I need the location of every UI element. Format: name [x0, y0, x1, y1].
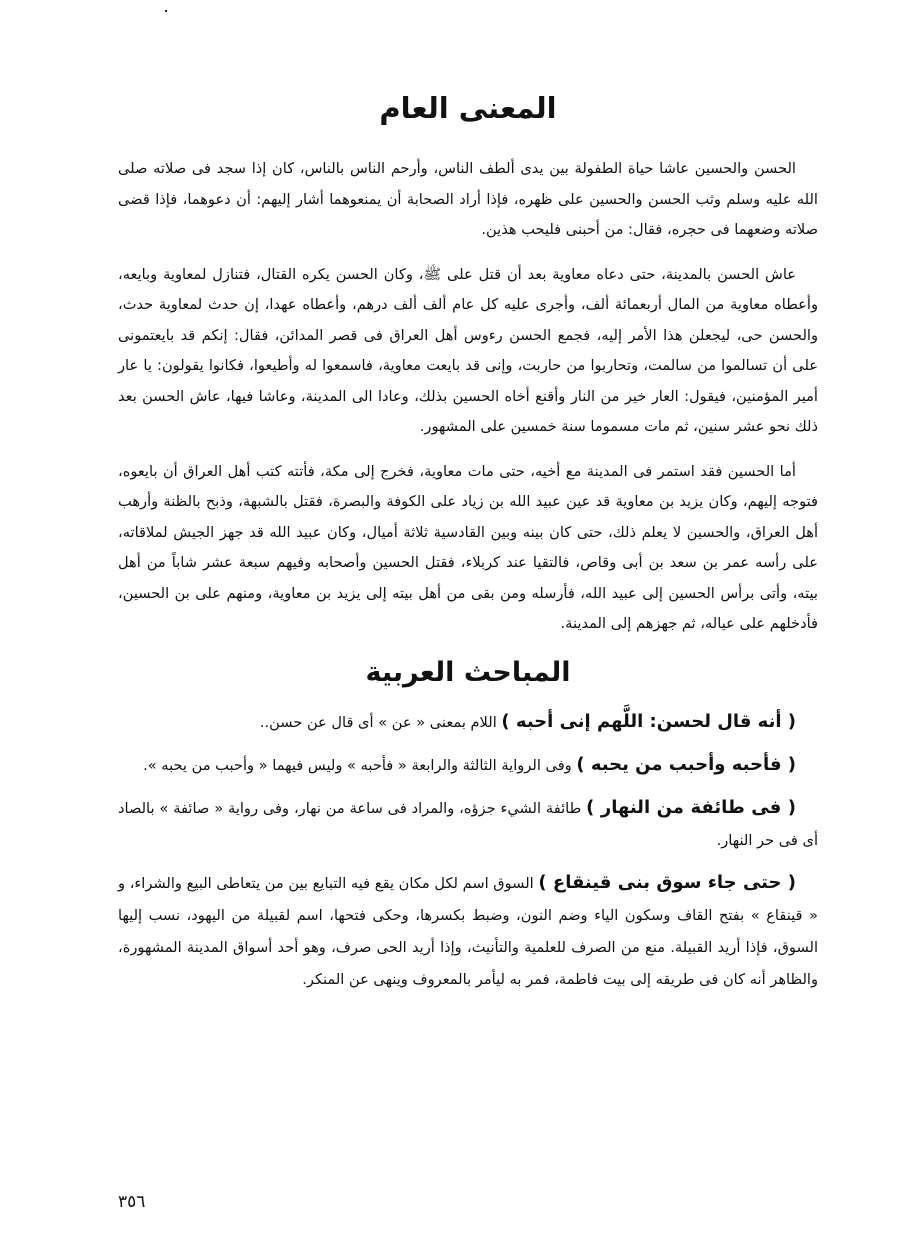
paragraph: الحسن والحسين عاشا حياة الطفولة بين يدى ألطف الناس، وأرحم الناس بالناس، كان إذا سجد فى صلاته صلى الله عليه وسلم وثب الحسن والحسين على ظهره، فإذا أراد الصحابة أن يمنعوهما أشار إليهم: أن دعوهما، فإذا قضى صلاته وضعهما فى حجره، فقال: من أحبنى فليحب هذين. — [118, 160, 818, 238]
topic-entry — [118, 749, 818, 782]
topic-term: ( فى طائفة من النهار ) — [586, 796, 797, 818]
paragraph: أما الحسين فقد استمر فى المدينة مع أخيه، حتى مات معاوية، فخرج إلى مكة، فأتته كتب أهل العراق أن بايعوه، فتوجه إليهم، وكان يزيد بن معاوية قد عين عبيد الله بن زياد على الكوفة والبصرة، فقتل بالشبهة، وذبح بالظنة وأرهب أهل العراق، والحسين لا يعلم ذلك، حتى كان بينه وبين القادسية ثلاثة أميال، وكان عبيد الله قد جهز الجيش لملاقاته، على رأسه عمر بن سعد بن أبى وقاص، فالتقيا عند كربلاء، فقتل الحسين وأصحابه وفيهم سبعة عشر شاباً من أهل بيته، وأتى برأس الحسين إلى عبيد الله، فأرسله ومن بقى من أهل بيته إلى يزيد بن معاوية، ومنهم على بن الحسين، فأدخلهم على عياله، ثم جهزهم إلى المدينة. — [118, 462, 818, 632]
topic-entry — [118, 867, 818, 996]
scan-speck — [165, 10, 167, 12]
document-page — [118, 88, 818, 1006]
paragraph: عاش الحسن بالمدينة، حتى دعاه معاوية بعد أن قتل على ﷺ، وكان الحسن يكره القتال، فتنازل لمعاوية وبايعه، وأعطاه معاوية من المال أربعمائة ألف، وأجرى عليه كل عام ألف ألف درهم، وأعطاه عهدا، إن حدث لمعاوية حدث، والحسن حى، ليجعلن هذا الأمر إليه، فجمع الحسن رءوس أهل العراق فى قصر المدائن، فقال: إنكم قد بايعتمونى على أن تسالموا من سالمت، وتحاربوا من حاربت، وإنى قد بايعت معاوية، فاسمعوا له وأطيعوا، فكانوا يقولون: يا عار أمير المؤمنين، فيقول: العار خير من النار وأقنع أخاه الحسين بذلك، وعادا الى المدينة، وعاشا فيها، عاش الحسن بعد ذلك نحو عشر سنين، ثم مات مسموما سنة خمسين على المشهور. — [118, 265, 818, 435]
topic-text: طائفة الشيء جزؤه، والمراد فى ساعة من نهار، وفى رواية « صائفة » بالصاد أى فى حر النهار. — [118, 799, 818, 849]
topic-term: ( حتى جاء سوق بنى قينقاع ) — [538, 871, 797, 893]
page-title: المعنى العام — [379, 91, 557, 125]
topic-entry — [118, 706, 818, 739]
topic-text: وفى الرواية الثالثة والرابعة « فأحبه » وليس فيهما « وأحبب من يحبه ». — [143, 756, 572, 774]
topic-term: ( فأحبه وأحبب من يحبه ) — [576, 753, 796, 775]
topic-text: اللام بمعنى « عن » أى قال عن حسن.. — [259, 713, 497, 731]
topic-text: السوق اسم لكل مكان يقع فيه التبايع بين من يتعاطى البيع والشراء، و « قينقاع » بفتح القاف وسكون الياء وضم النون، وضبط بكسرها، وحكى فتحها، اسم لقبيلة من اليهود، نسب إليها السوق، فإذا أريد القبيلة. منع من الصرف للعلمية والتأنيث، وإذا أريد الحى صرف، وهو أحد أسواق المدينة المشهورة، والظاهر أنه كان فى طريقه إلى بيت فاطمة، فمر به ليأمر بالمعروف وينهى عن المنكر. — [118, 874, 818, 988]
page-number: ٣٥٦ — [118, 1192, 146, 1212]
section-title: المباحث العربية — [365, 656, 571, 688]
topic-entry — [118, 792, 818, 857]
topic-term: ( أنه قال لحسن: اللَّهم إنى أحبه ) — [501, 710, 796, 732]
